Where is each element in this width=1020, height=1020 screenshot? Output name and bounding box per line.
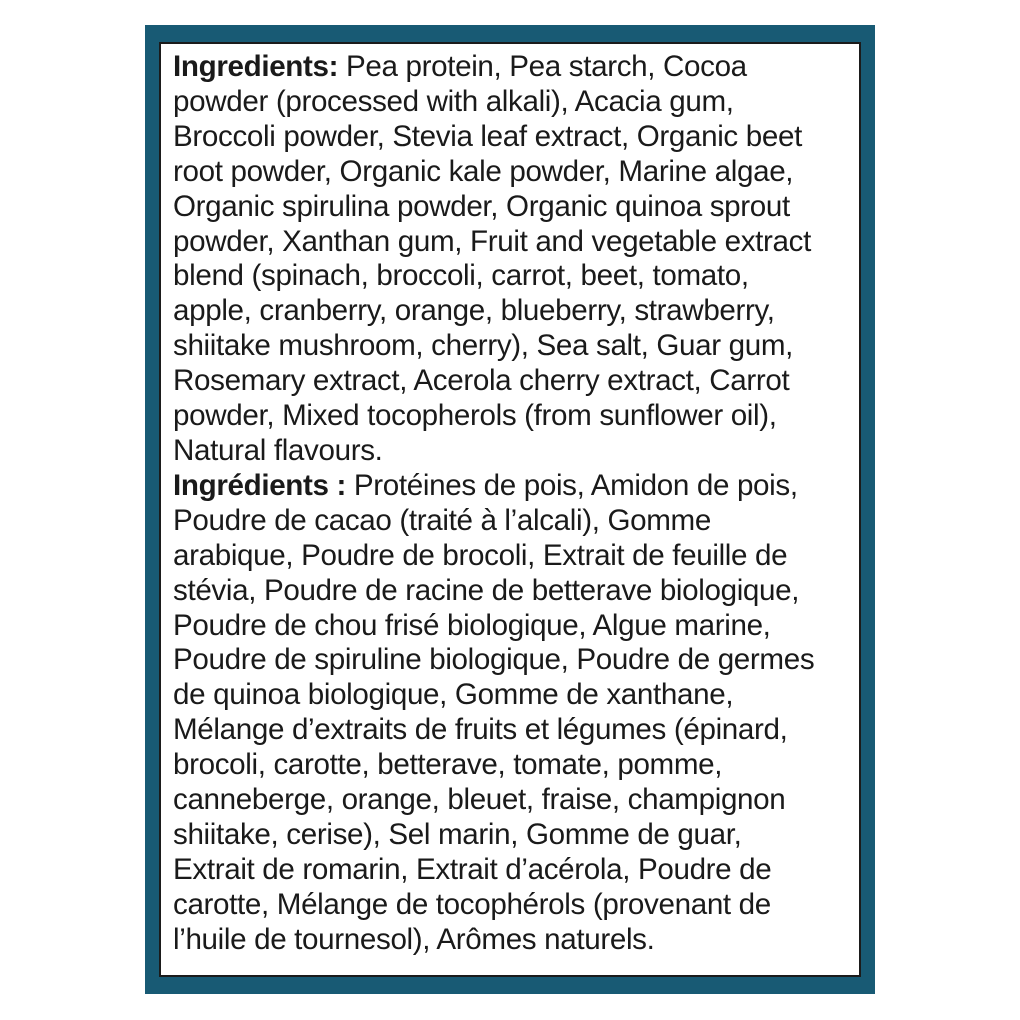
english-line: Organic spirulina powder, Organic quinoa sprout: [173, 189, 790, 223]
french-line: Mélange d’extraits de fruits et légumes (épinard,: [173, 713, 788, 747]
english-line: powder, Mixed tocopherols (from sunflower oil),: [173, 399, 777, 433]
english-line: root powder, Organic kale powder, Marine algae,: [173, 154, 794, 188]
english-first-line: [173, 50, 859, 85]
ingredients-panel: [159, 42, 861, 977]
english-line: blend (spinach, broccoli, carrot, beet, tomato,: [173, 259, 749, 293]
english-line: apple, cranberry, orange, blueberry, strawberry,: [173, 294, 775, 328]
french-ingredients: [173, 469, 859, 958]
english-line: shiitake mushroom, cherry), Sea salt, Guar gum,: [173, 329, 794, 363]
french-line: carotte, Mélange de tocophérols (provenant de: [173, 887, 771, 921]
english-line: Natural flavours.: [173, 433, 383, 467]
french-line: de quinoa biologique, Gomme de xanthane,: [173, 678, 734, 712]
english-line: Broccoli powder, Stevia leaf extract, Organic beet: [173, 119, 802, 153]
french-line: Poudre de cacao (traité à l’alcali), Gomme: [173, 503, 711, 537]
french-line: arabique, Poudre de brocoli, Extrait de feuille de: [173, 538, 788, 572]
french-line: Poudre de spiruline biologique, Poudre de germes: [173, 643, 815, 677]
french-first-line: [173, 469, 859, 504]
english-line: Pea protein, Pea starch, Cocoa: [338, 50, 747, 83]
english-heading: Ingredients:: [173, 50, 339, 83]
french-line: Protéines de pois, Amidon de pois,: [346, 468, 798, 502]
english-ingredients: [173, 50, 859, 469]
french-line: canneberge, orange, bleuet, fraise, champignon: [173, 783, 786, 817]
label-frame: [145, 25, 875, 994]
french-line: brocoli, carotte, betterave, tomate, pomme,: [173, 748, 723, 782]
english-line: powder (processed with alkali), Acacia gum,: [173, 84, 734, 118]
french-line: shiitake, cerise), Sel marin, Gomme de guar,: [173, 817, 742, 851]
french-line: stévia, Poudre de racine de betterave biologique,: [173, 573, 800, 607]
french-line: Poudre de chou frisé biologique, Algue marine,: [173, 608, 771, 642]
ingredients-text: [173, 50, 859, 958]
french-line: l’huile de tournesol), Arômes naturels.: [173, 922, 655, 956]
english-line: Rosemary extract, Acerola cherry extract, Carrot: [173, 364, 790, 398]
french-heading: Ingrédients :: [173, 468, 347, 502]
french-line: Extrait de romarin, Extrait d’acérola, Poudre de: [173, 852, 772, 886]
english-line: powder, Xanthan gum, Fruit and vegetable extract: [173, 224, 811, 258]
